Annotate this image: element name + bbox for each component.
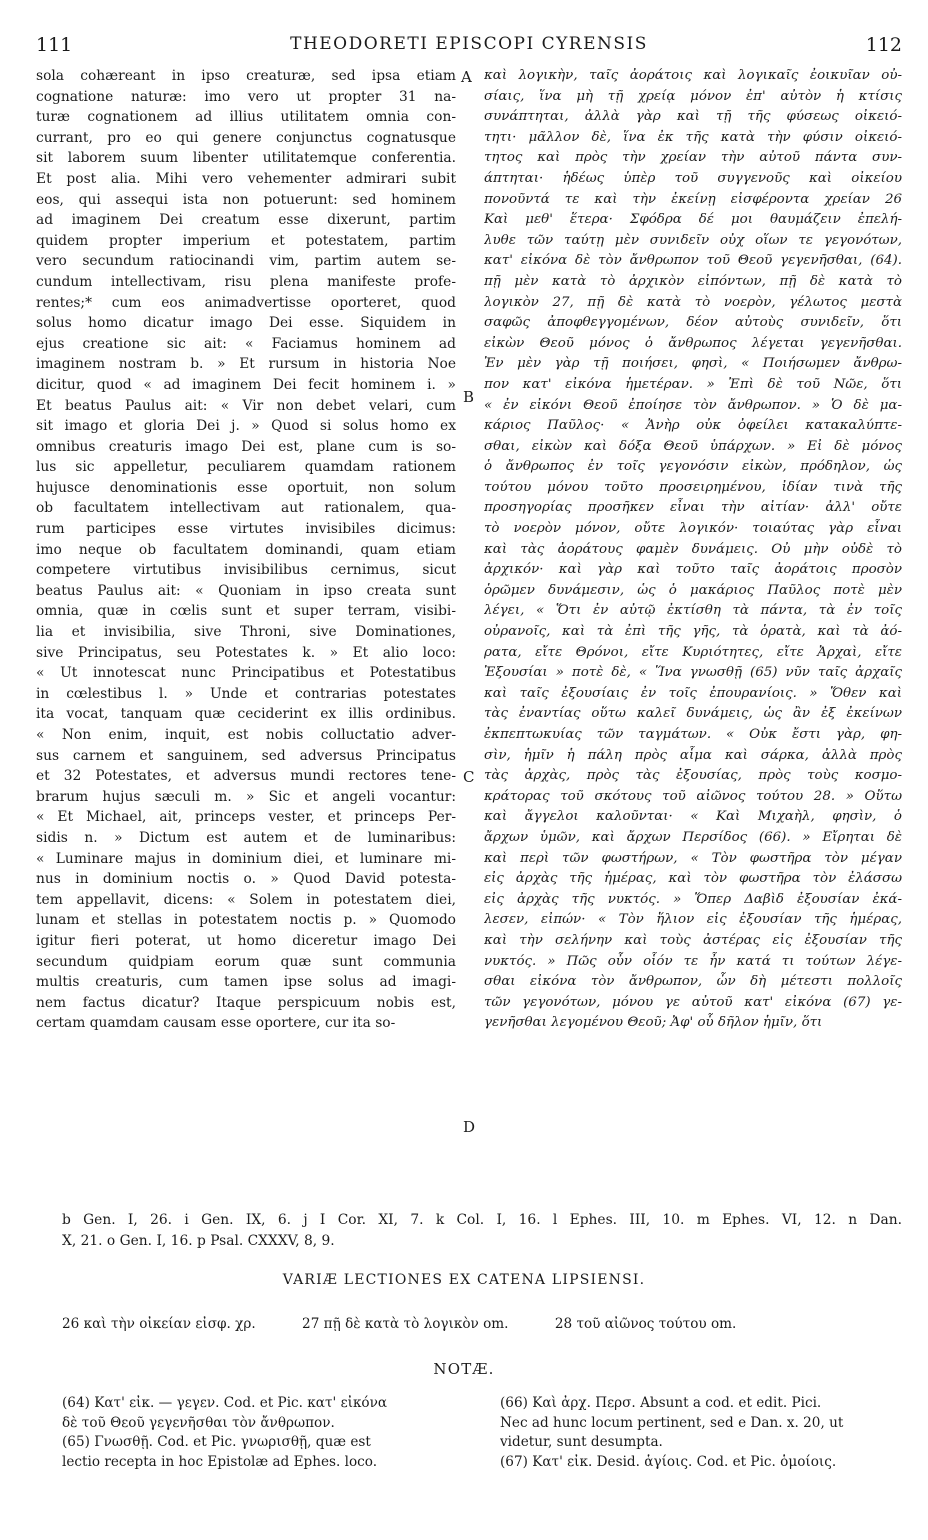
latin-text-line: et 32 Potestates, et adversus mundi rectores tene- [36,768,456,785]
greek-text-line: οὐρανοῖς, καὶ τὰ ἐπὶ τῆς γῆς, τὰ ὁρατὰ, καὶ τὰ ἀό- [484,624,902,640]
greek-text-line: τητι· μᾶλλον δὲ, ἵνα ἐκ τῆς κατὰ τὴν φύσιν οἰκειό- [484,129,902,145]
latin-text-line: currant, pro eo qui genere conjunctus cognatusque [36,129,456,146]
latin-text-line: quidem propter imperium et potestatem, partim [36,232,456,249]
note-line: (65) Γνωσθῇ. Cod. et Pic. γνωρισθῇ, quæ est [62,1434,371,1451]
latin-text-line: cundum intellectivam, risu plena manifeste profe- [36,273,456,290]
latin-text-line: imaginem nostram b. » Et rursum in historia Noe [36,356,456,373]
greek-text-line: σίαις, ἵνα μὴ τῇ χρείᾳ μόνον ἐπ' αὐτὸν ἡ κτίσις [484,88,902,104]
note-line: (66) Καὶ ἀρχ. Περσ. Absunt a cod. et edit. Pici. [500,1395,822,1411]
greek-column [484,66,902,1034]
latin-text-line: competere virtutibus invisibilibus cernimus, sicut [36,562,456,579]
greek-text-line: τὸ νοερὸν μόνον, οὔτε λογικόν· τοιαύτας γὰρ εἶναι [484,521,902,537]
note-line: lectio recepta in hoc Epistolæ ad Ephes. loco. [62,1453,378,1470]
latin-text-line: « Et Michael, ait, princeps vester, et princeps Per- [36,809,456,826]
latin-text-line: beatus Paulus ait: « Quoniam in ipso creata sunt [36,582,456,599]
greek-text-line: Ἐξουσίαι » ποτὲ δὲ, « Ἵνα γνωσθῇ (65) νῦν ταῖς ἀρχαῖς [484,665,902,681]
notae-heading: NOTÆ. [433,1360,495,1378]
latin-text-line: dicitur, quod « ad imaginem Dei fecit hominem i. » [36,376,456,393]
greek-text-line: πονοῦντά τε καὶ τὴν ἐκείνῃ εἰσφέροντα χρείαν 26 [484,191,902,207]
page-number-right: 112 [865,34,902,56]
greek-text-line: καὶ περὶ τῶν φωστήρων, « Τὸν φωστῆρα τὸν μέγαν [484,850,902,866]
greek-text-line: γενῆσθαι λεγομένου Θεοῦ; Ἀφ' οὗ δῆλον ἡμῖν, ὅτι [484,1015,823,1031]
notes-left [62,1394,462,1472]
latin-text-line: sus carnem et sanguinem, sed adversus Principatus [36,747,456,764]
greek-text-line: ἀρχικόν· καὶ γὰρ καὶ τοῦτο ταῖς ἀοράτοις προσὸν [484,562,902,578]
scripture-references [62,1210,902,1252]
section-marker-c: C [463,768,475,786]
greek-text-line: σθαι, εἰκὼν καὶ δόξα Θεοῦ ὑπάρχων. » Εἰ δὲ μόνος [484,438,902,454]
greek-text-line: καὶ ταῖς ἐξουσίαις ἐν τοῖς ἐπουρανίοις. » Ὅθεν καὶ [484,685,902,701]
greek-text-line: τητος καὶ πρὸς τὴν χρείαν τὴν αὐτοῦ πάντα συν- [484,150,902,166]
variae-lectiones [62,1316,902,1332]
greek-text-line: ρατα, εἴτε Θρόνοι, εἴτε Κυριότητες, εἴτε Ἀρχαὶ, εἴτε [484,644,902,660]
greek-text-line: προσηγορίας προσῆκεν εἶναι τὴν αἰτίαν· ἀλλ' οὔτε [484,500,902,516]
latin-text-line: rum participes esse virtutes invisibiles dicimus: [36,521,456,538]
latin-text-line: ejus creatione sic ait: « Faciamus hominem ad [36,335,456,352]
latin-text-line: vero secundum ratiocinandi vim, partim autem se- [36,253,456,270]
section-marker-a: A [461,68,472,86]
greek-text-line: εἰς ἀρχὰς τῆς ἡμέρας, καὶ τὸν φωστῆρα τὸν ἐλάσσω [484,871,902,887]
greek-text-line: λεσεν, εἰπών· « Τὸν ἥλιον εἰς ἐξουσίαν τῆς ἡμέρας, [484,912,902,928]
greek-text-line: κράτορας τοῦ σκότους τοῦ αἰῶνος τούτου 28. » Οὕτω [484,788,902,804]
greek-text-line: « ἐν εἰκόνι Θεοῦ ἐποίησε τὸν ἄνθρωπον. » Ὁ δὲ μα- [484,397,902,413]
latin-text-line: rentes;* cum eos animadvertisse oporteret, quod [36,294,456,311]
greek-text-line: συνάπτηται, ἀλλὰ γὰρ καὶ τῇ τῆς φύσεως οἰκειό- [484,109,902,125]
latin-text-line: turæ cognationem ad illius utilitatem omnia con- [36,109,456,126]
latin-text-line: imo neque ob facultatem dominandi, quam etiam [36,541,456,558]
scripture-references-line: b Gen. I, 26. i Gen. IX, 6. j I Cor. XI, 7. k Col. I, 16. l Ephes. III, 10. m Ephes. VI, 12. n Dan. [62,1212,902,1228]
latin-text-line: omnia, quæ in cœlis sunt et super terram, visibi- [36,603,456,620]
greek-text-line: τῶν γεγονότων, μόνου γε αὐτοῦ κατ' εἰκόνα (67) γε- [484,994,902,1010]
running-title: THEODORETI EPISCOPI CYRENSIS [290,34,648,54]
greek-text-line: σθαι εἰκόνα τὸν ἄνθρωπον, ὧν δὴ μέτεστι πολλοῖς [484,974,902,990]
latin-text-line: multis creaturis, cum tamen ipse solus ad imagi- [36,974,456,991]
section-marker-b: B [463,388,475,406]
variant-reading: 28 τοῦ αἰῶνος τούτου om. [554,1316,737,1332]
greek-text-line: ἐκπεπτωκυίας τῶν ταγμάτων. « Οὐκ ἔστι γὰρ, φη- [484,727,902,742]
greek-text-line: νυκτός. » Πῶς οὖν οἷόν τε ἦν κατά τι τούτων λέγε- [484,953,902,969]
variant-reading: 26 καὶ τὴν οἰκείαν εἰσφ. χρ. [62,1316,256,1332]
latin-text-line: sit imago et gloria Dei j. » Quod si solus homo ex [36,418,456,435]
latin-text-line: hujusce denominationis esse oportuit, non solum [36,479,456,496]
latin-text-line: brarum hujus sæculi m. » Sic et angeli vocantur: [36,788,456,805]
greek-text-line: άπτηται· ἡδέως ὑπὲρ τοῦ συγγενοῦς καὶ οἰκείου [484,170,902,186]
note-line: (64) Κατ' εἰκ. — γεγεν. Cod. et Pic. κατ' εἰκόνα [62,1395,388,1411]
latin-text-line: igitur fieri poterat, ut homo diceretur imago Dei [36,932,456,949]
greek-text-line: λυθε τῶν ταύτῃ μὲν συνιδεῖν οὐχ οἵων τε γεγονότων, [484,232,902,248]
latin-text-line: « Non enim, inquit, est nobis colluctatio adver- [36,727,456,743]
latin-text-line: sit laborem suum libenter utilitatemque conferentia. [36,150,456,167]
greek-text-line: τὰς ἐναντίας οὕτω καλεῖ δυνάμεις, ὡς ἂν ἐξ ἐκείνων [484,706,902,722]
greek-text-line: καὶ τὴν σελήνην καὶ τοὺς ἀστέρας εἰς ἐξουσίαν τῆς [484,932,902,948]
latin-text-line: nus in dominium noctis o. » Quod David potesta- [36,871,456,888]
latin-text-line: nem factus dicatur? Itaque perspicuum nobis est, [36,994,456,1011]
note-line: videtur, sunt desumpta. [500,1434,663,1451]
greek-text-line: λέγει, « Ὅτι ἐν αὐτῷ ἐκτίσθη τὰ πάντα, τὰ ἐν τοῖς [484,603,902,619]
note-line: δὲ τοῦ Θεοῦ γεγενῆσθαι τὸν ἄνθρωπον. [62,1414,335,1431]
greek-text-line: λογικὸν 27, πῇ δὲ κατὰ τὸ νοερὸν, γέλωτος μεστὰ [484,294,902,310]
latin-text-line: certam quamdam causam esse oportere, cur ita so- [36,1015,396,1032]
greek-text-line: πῇ μὲν κατὰ τὸ ἀρχικὸν εἰπόντων, πῇ δὲ κατὰ τὸ [484,273,902,289]
greek-text-line: τὰς ἀρχὰς, πρὸς τὰς ἐξουσίας, πρὸς τοὺς κοσμο- [484,768,902,784]
variae-heading: VARIÆ LECTIONES EX CATENA LIPSIENSI. [282,1272,646,1288]
latin-text-line: tem appellavit, dicens: « Solem in potestatem diei, [36,891,456,908]
greek-text-line: καὶ τὰς ἀοράτους φαμὲν δυνάμεις. Οὐ μὴν οὐδὲ τὸ [484,541,902,557]
latin-text-line: ob facultatem intellectivam aut rationalem, qua- [36,500,456,517]
latin-text-line: Et beatus Paulus ait: « Vir non debet velari, cum [36,397,456,414]
notes-right [500,1394,902,1472]
greek-text-line: ὁ ἄνθρωπος ἐν τοῖς γεγονόσιν εἰκὼν, πρόδηλον, ὡς [484,459,902,475]
latin-column [36,66,456,1034]
greek-text-line: σαφῶς ἀποφθεγγομένων, δέον αὐτοὺς συνιδεῖν, ὅτι [484,315,902,331]
variant-reading: 27 πῇ δὲ κατὰ τὸ λογικὸν om. [302,1316,509,1332]
greek-text-line: σὶν, ἡμῖν ἡ πάλη πρὸς αἷμα καὶ σάρκα, ἀλλὰ πρὸς [484,747,902,763]
greek-text-line: εἰκὼν Θεοῦ μόνος ὁ ἄνθρωπος λέγεται γεγενῆσθαι. [484,335,902,351]
latin-text-line: sidis n. » Dictum est autem et de luminaribus: [36,829,456,846]
latin-text-line: « Ut innotescat nunc Principatibus et Potestatibus [36,665,456,682]
latin-text-line: ita vocat, tanquam quæ ceciderint ex illis ordinibus. [36,706,456,723]
greek-text-line: κατ' εἰκόνα δὲ τὸν ἄνθρωπον τοῦ Θεοῦ γεγενῆσθαι, (64). [484,253,902,269]
latin-text-line: lia et invisibilia, sive Throni, sive Dominationes, [36,624,456,641]
page-header [36,34,902,58]
latin-text-line: eos, qui assequi ista non potuerunt: sed hominem [36,191,456,208]
latin-text-line: lus sic appelletur, peculiarem quamdam rationem [36,459,456,476]
greek-text-line: κάριος Παῦλος· « Ἀνὴρ οὐκ ὀφείλει κατακαλύπτε- [484,418,902,434]
latin-text-line: lunam et stellas in potestatem noctis p. » Quomodo [36,912,456,929]
greek-text-line: πον κατ' εἰκόνα ἡμετέραν. » Ἐπὶ δὲ τοῦ Νῶε, ὅτι [484,376,902,392]
latin-text-line: « Luminare majus in dominium diei, et luminare mi- [36,850,456,867]
greek-text-line: καὶ ἄγγελοι καλοῦνται· « Καὶ Μιχαὴλ, φησὶν, ὁ [484,809,902,825]
latin-text-line: ad imaginem Dei creatum esse dixerunt, partim [36,212,456,229]
latin-text-line: secundum quidpiam eorum quæ sunt communia [36,953,456,970]
scripture-references-line: X, 21. o Gen. I, 16. p Psal. CXXXV, 8, 9. [62,1233,335,1249]
greek-text-line: ὁρῶμεν δυνάμεσιν, ὡς ὁ μακάριος Παῦλος ποτὲ μὲν [484,582,902,598]
latin-text-line: sola cohæreant in ipso creaturæ, sed ipsa etiam [36,68,456,84]
latin-text-line: Et post alia. Mihi vero vehementer admirari subit [36,170,456,187]
greek-text-line: εἰς ἀρχὰς τῆς νυκτός. » Ὅπερ Δαβὶδ ἐξουσίαν ἐκά- [484,891,902,907]
greek-text-line: Καὶ μεθ' ἕτερα· Σφόδρα δέ μοι θαυμάζειν ἐπελή- [484,212,902,228]
section-marker-d: D [463,1118,476,1136]
note-line: (67) Κατ' εἰκ. Desid. ἁγίοις. Cod. et Pic. ὁμοίοις. [500,1453,837,1470]
latin-text-line: cognatione naturæ: imo vero ut propter 31 na- [36,88,456,105]
latin-text-line: sive Principatus, seu Potestates k. » Et alio loco: [36,644,456,661]
latin-text-line: solus homo dicatur imago Dei esse. Siquidem in [36,315,456,332]
note-line: Nec ad hunc locum pertinent, sed e Dan. x. 20, ut [500,1414,844,1431]
latin-text-line: omnibus creaturis imago Dei est, plane cum is so- [36,438,456,455]
greek-text-line: Ἐν μὲν γὰρ τῇ ποιήσει, φησὶ, « Ποιήσωμεν ἄνθρω- [484,356,902,372]
greek-text-line: ἄρχων ὑμῶν, καὶ ἄρχων Περσίδος (66). » Εἴρηται δὲ [484,829,902,845]
page-number-left: 111 [36,34,73,56]
latin-text-line: in cœlestibus l. » Unde et contrarias potestates [36,685,456,702]
greek-text-line: καὶ λογικὴν, ταῖς ἀοράτοις καὶ λογικαῖς ἐοικυῖαν οὐ- [484,68,902,83]
greek-text-line: τούτου μόνου τοῦτο προσειρημένου, ἰδίαν τινὰ τῆς [484,479,902,495]
